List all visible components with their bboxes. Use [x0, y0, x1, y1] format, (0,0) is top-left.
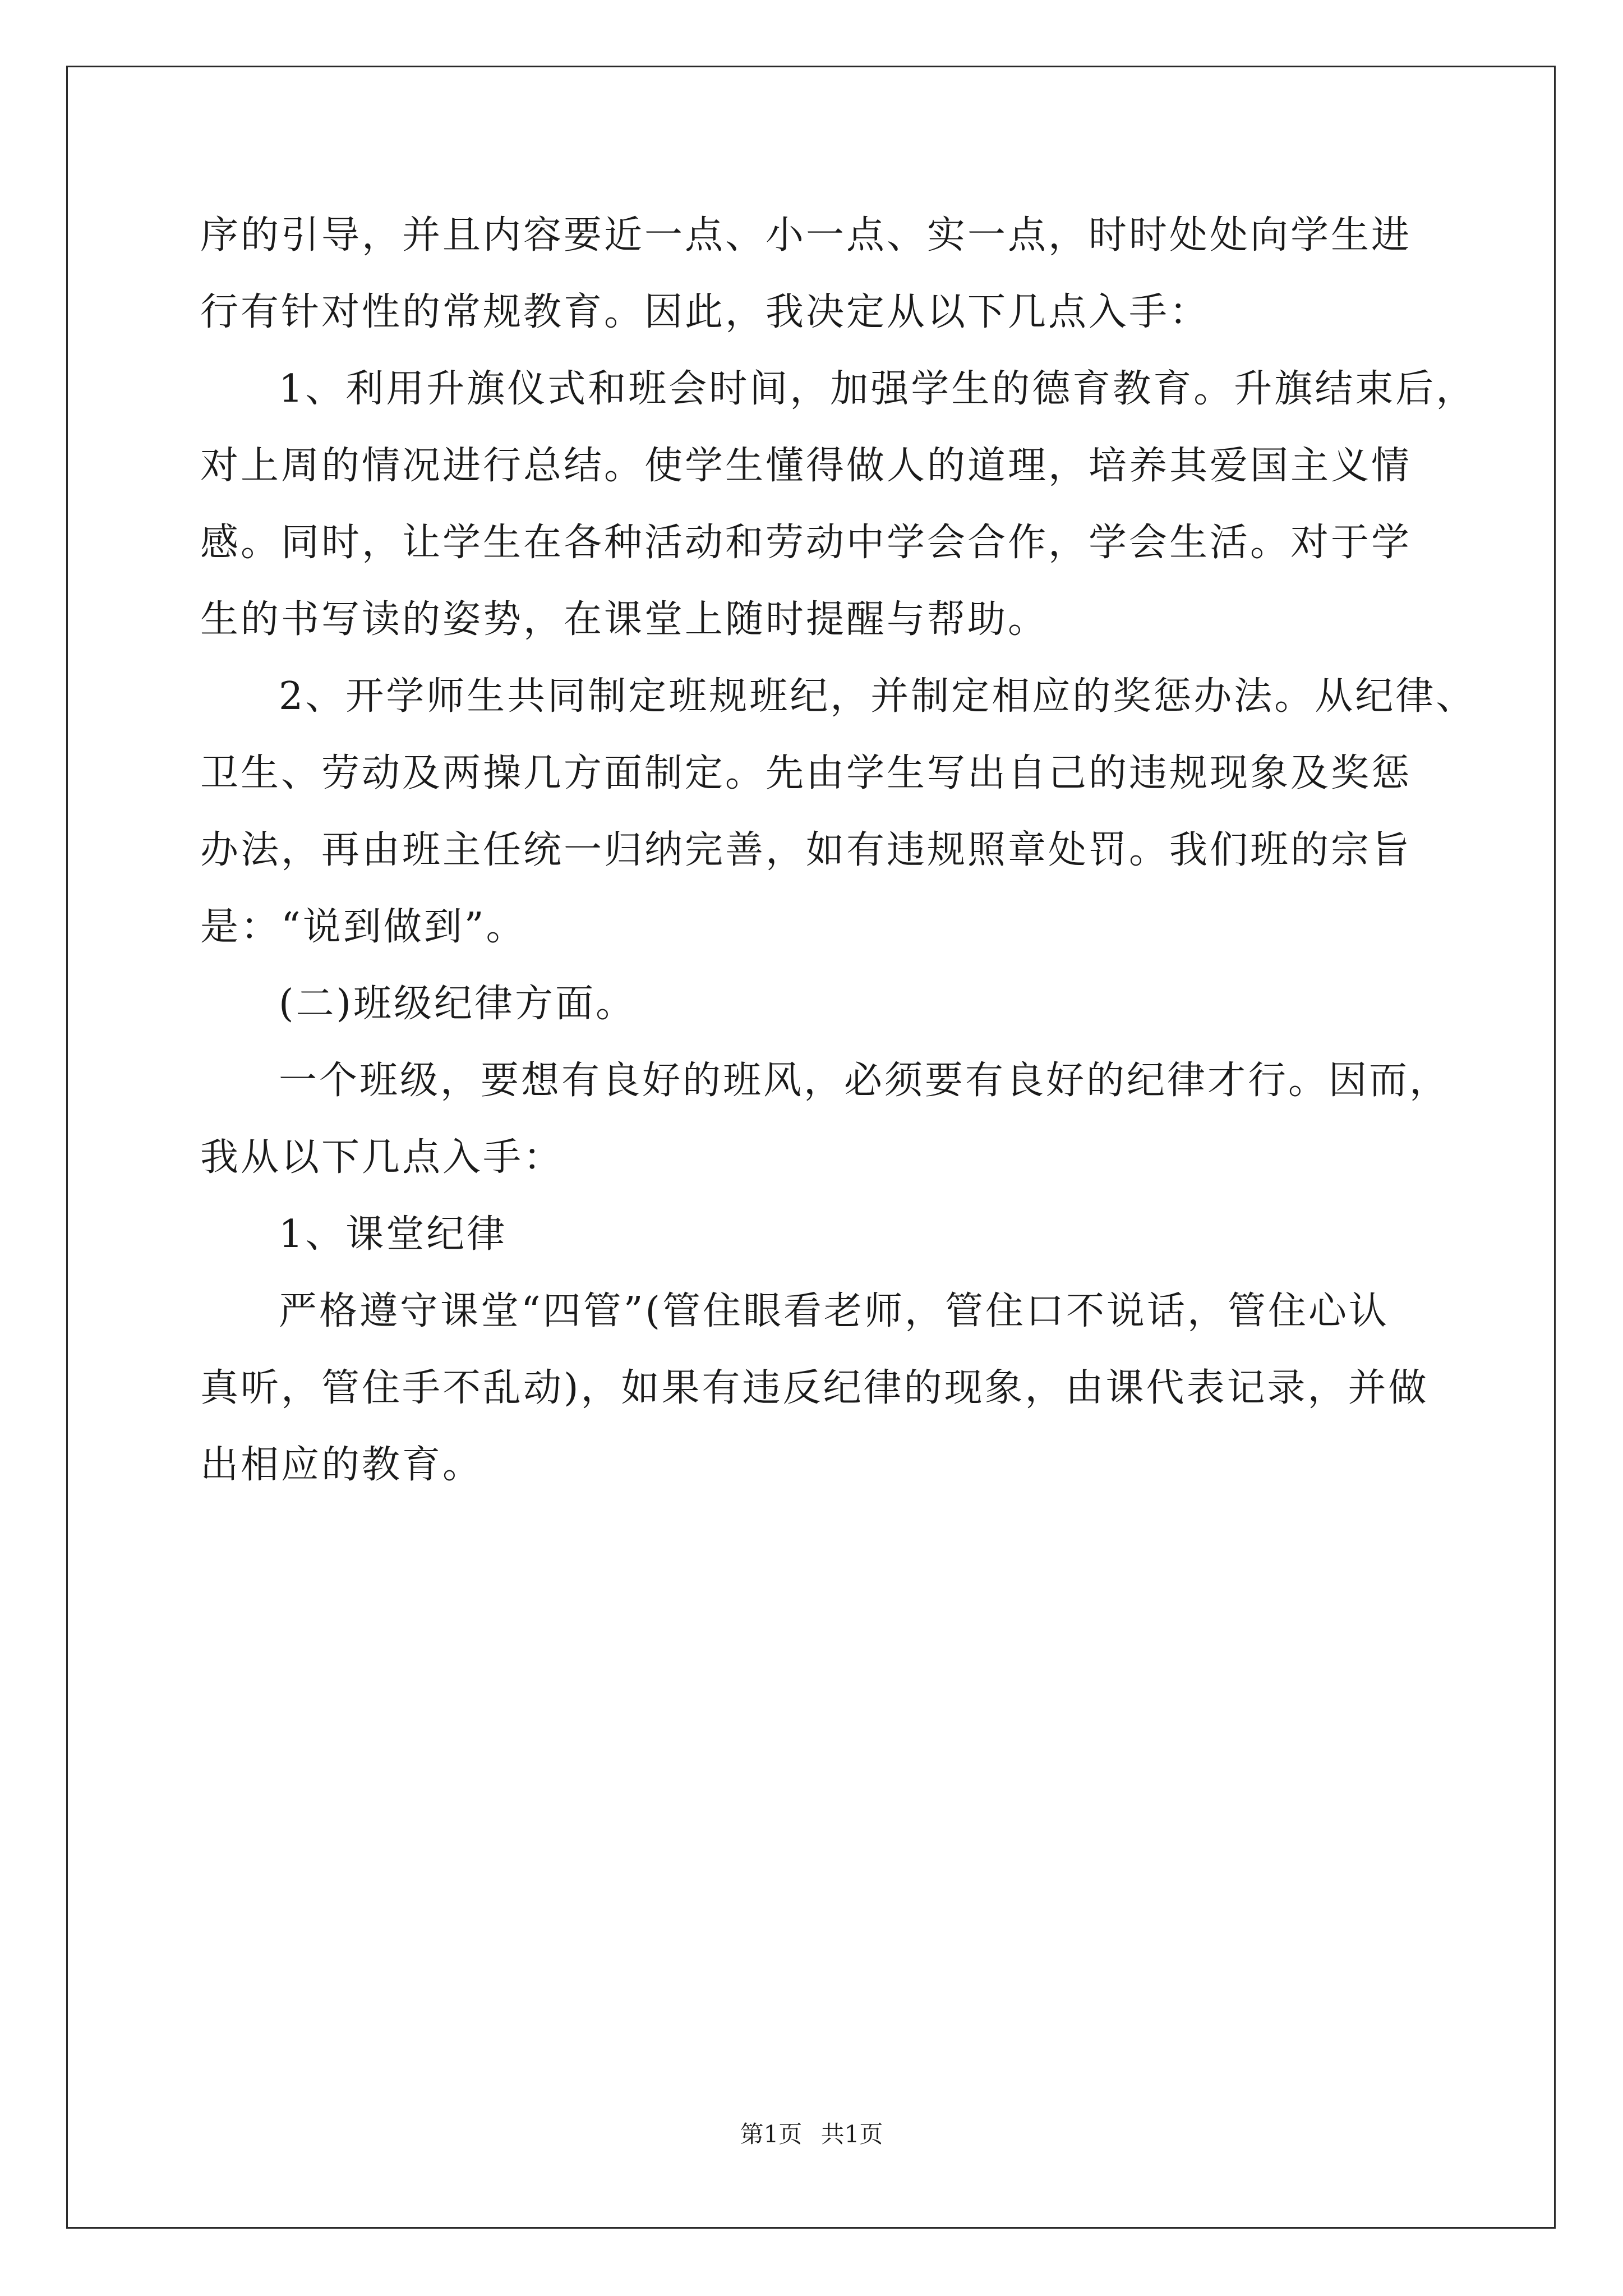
text-line: 对上周的情况进行总结。使学生懂得做人的道理，培养其爱国主义情: [200, 444, 1412, 488]
text-line: 感。同时，让学生在各种活动和劳动中学会合作，学会生活。对于学: [200, 521, 1412, 565]
text-line: 2、开学师生共同制定班规班纪，并制定相应的奖惩办法。从纪律、: [279, 674, 1477, 719]
page-total: 共1页: [820, 2120, 883, 2148]
page-number: 第1页: [740, 2120, 803, 2148]
text-line: 真听，管住手不乱动)，如果有违反纪律的现象，由课代表记录，并做: [200, 1366, 1429, 1410]
text-line: 我从以下几点入手：: [200, 1135, 564, 1180]
text-line: 是：“说到做到”。: [200, 905, 527, 949]
subsection-heading: 1、课堂纪律: [279, 1212, 508, 1257]
text-line: 一个班级，要想有良好的班风，必须要有良好的纪律才行。因而，: [279, 1059, 1450, 1103]
section-heading: (二)班级纪律方面。: [279, 982, 637, 1026]
page-footer: [0, 2118, 1623, 2151]
text-line: 办法，再由班主任统一归纳完善，如有违规照章处罚。我们班的宗旨: [200, 828, 1412, 872]
text-line: 生的书写读的姿势，在课堂上随时提醒与帮助。: [200, 597, 1049, 642]
text-line: 序的引导，并且内容要近一点、小一点、实一点，时时处处向学生进: [200, 213, 1412, 257]
text-line: 卫生、劳动及两操几方面制定。先由学生写出自己的违规现象及奖惩: [200, 751, 1412, 795]
text-line: 严格遵守课堂“四管”(管住眼看老师，管住口不说话，管住心认: [279, 1289, 1390, 1333]
text-line: 出相应的教育。: [200, 1443, 483, 1487]
text-line: 1、利用升旗仪式和班会时间，加强学生的德育教育。升旗结束后，: [279, 367, 1477, 411]
text-line: 行有针对性的常规教育。因此，我决定从以下几点入手：: [200, 290, 1210, 334]
